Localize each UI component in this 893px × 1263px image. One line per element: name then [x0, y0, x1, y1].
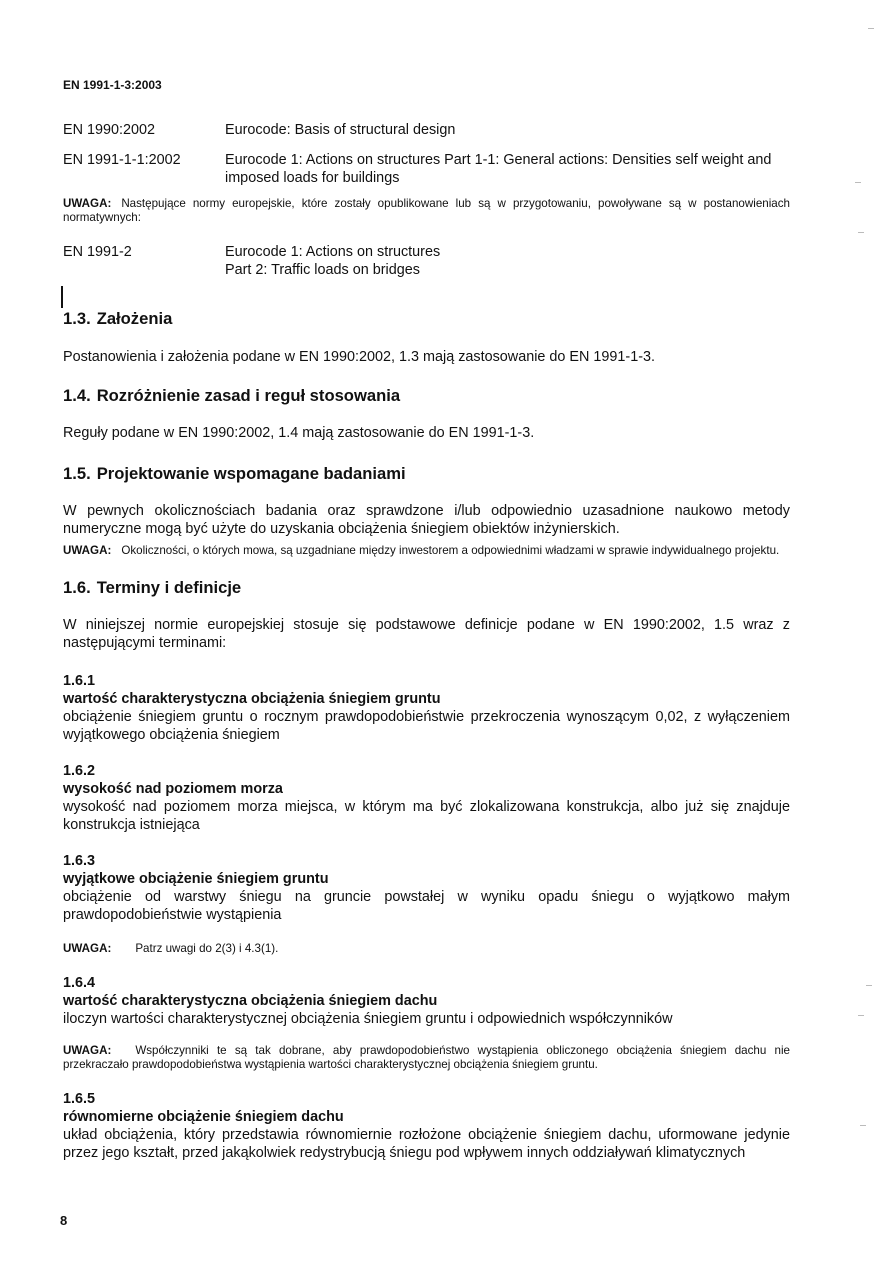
document-id: EN 1991-1-3:2003	[63, 78, 162, 92]
term-1-6-2	[63, 762, 790, 834]
scan-speck	[858, 232, 864, 233]
note-text: Patrz uwagi do 2(3) i 4.3(1).	[135, 942, 279, 955]
scan-speck	[866, 985, 872, 986]
reference-title: Eurocode: Basis of structural design	[225, 122, 456, 138]
reference-row	[63, 243, 790, 279]
term-1-6-4	[63, 974, 790, 1072]
note	[63, 942, 790, 956]
note-text: Następujące normy europejskie, które zostały opublikowane lub są w przygotowaniu, powoływane są w postanowieniach normatywnych:	[63, 197, 790, 224]
term-name: wartość charakterystyczna obciążenia śniegiem dachu	[63, 993, 438, 1009]
reference-title-line: Part 2: Traffic loads on bridges	[225, 262, 420, 278]
section-body: Reguły podane w EN 1990:2002, 1.4 mają zastosowanie do EN 1991-1-3.	[63, 425, 535, 441]
section-title: Rozróżnienie zasad i reguł stosowania	[96, 386, 401, 405]
term-name: wysokość nad poziomem morza	[63, 781, 283, 797]
section-title: Terminy i definicje	[96, 578, 242, 597]
section-number: 1.6.	[63, 578, 91, 597]
note-label: UWAGA:	[63, 197, 112, 210]
note-text: Współczynniki te są tak dobrane, aby prawdopodobieństwo wystąpienia obliczonego obciążenia śniegiem dachu nie przekraczało prawdopodobieństwa wystąpienia wartości charakterystycznej obciążenia śniegiem gruntu.	[63, 1044, 790, 1071]
term-number: 1.6.5	[63, 1091, 96, 1107]
section-body: Postanowienia i założenia podane w EN 1990:2002, 1.3 mają zastosowanie do EN 1991-1-3.	[63, 349, 655, 365]
scan-speck	[868, 28, 874, 29]
reference-title-line: Eurocode 1: Actions on structures	[225, 244, 441, 260]
term-number: 1.6.2	[63, 763, 96, 779]
scan-speck	[858, 1015, 864, 1016]
section-number: 1.4.	[63, 386, 91, 405]
note-normative-refs	[63, 197, 790, 225]
section-heading-1-4	[63, 386, 790, 406]
section-heading-1-3	[63, 309, 790, 329]
reference-title	[225, 243, 790, 279]
reference-code: EN 1991-2	[63, 244, 132, 260]
term-name: wartość charakterystyczna obciążenia śniegiem gruntu	[63, 691, 441, 707]
section-body: W pewnych okolicznościach badania oraz sprawdzone i/lub odpowiednio uzasadnione naukowo metody numeryczne mogą być użyte do uzyskania obciążenia śniegiem obiektów inżynierskich.	[63, 503, 790, 537]
term-name: wyjątkowe obciążenie śniegiem gruntu	[63, 871, 329, 887]
section-title: Projektowanie wspomagane badaniami	[96, 464, 406, 483]
term-definition: wysokość nad poziomem morza miejsca, w którym ma być zlokalizowana konstrukcja, albo już się znajduje konstrukcja istniejąca	[63, 799, 790, 833]
reference-title: Eurocode 1: Actions on structures Part 1-1: General actions: Densities self weight and imposed loads for buildings	[225, 152, 772, 186]
term-number: 1.6.1	[63, 673, 96, 689]
section-body: W niniejszej normie europejskiej stosuje się podstawowe definicje podane w EN 1990:2002, 1.5 wraz z następującymi terminami:	[63, 617, 790, 651]
term-1-6-1	[63, 672, 790, 744]
note	[63, 544, 790, 558]
note-label: UWAGA:	[63, 544, 112, 557]
reference-row	[63, 121, 790, 139]
term-1-6-5	[63, 1090, 790, 1162]
term-definition: obciążenie od warstwy śniegu na gruncie powstałej w wyniku opadu śniegu o wyjątkowo małym prawdopodobieństwie wystąpienia	[63, 889, 790, 923]
scan-speck	[855, 182, 861, 183]
section-number: 1.5.	[63, 464, 91, 483]
term-number: 1.6.4	[63, 975, 96, 991]
term-name: równomierne obciążenie śniegiem dachu	[63, 1109, 344, 1125]
main-content	[63, 121, 790, 1180]
term-number: 1.6.3	[63, 853, 96, 869]
section-heading-1-5	[63, 464, 790, 484]
page-number: 8	[60, 1213, 68, 1228]
note-label: UWAGA:	[63, 1044, 112, 1057]
term-definition: iloczyn wartości charakterystycznej obciążenia śniegiem gruntu i odpowiednich współczynników	[63, 1011, 673, 1027]
scan-speck	[860, 1125, 866, 1126]
term-1-6-3	[63, 852, 790, 956]
reference-row	[63, 151, 790, 187]
section-number: 1.3.	[63, 309, 91, 328]
note	[63, 1044, 790, 1072]
term-definition: obciążenie śniegiem gruntu o rocznym prawdopodobieństwie przekroczenia wynoszącym 0,02, z wyłączeniem wyjątkowego obciążenia śniegiem	[63, 709, 790, 743]
note-text: Okoliczności, o których mowa, są uzgadniane między inwestorem a odpowiednimi władzami w sprawie indywidualnego projektu.	[121, 544, 780, 557]
reference-code: EN 1990:2002	[63, 122, 156, 138]
note-label: UWAGA:	[63, 942, 112, 955]
section-title: Założenia	[96, 309, 173, 328]
section-heading-1-6	[63, 578, 790, 598]
term-definition: układ obciążenia, który przedstawia równomiernie rozłożone obciążenie śniegiem dachu, uformowane jedynie przez jego kształt, przed jakąkolwiek redystrybucją śniegu pod wpływem innych oddziaływań klimatycznych	[63, 1127, 790, 1161]
reference-code: EN 1991-1-1:2002	[63, 152, 181, 168]
